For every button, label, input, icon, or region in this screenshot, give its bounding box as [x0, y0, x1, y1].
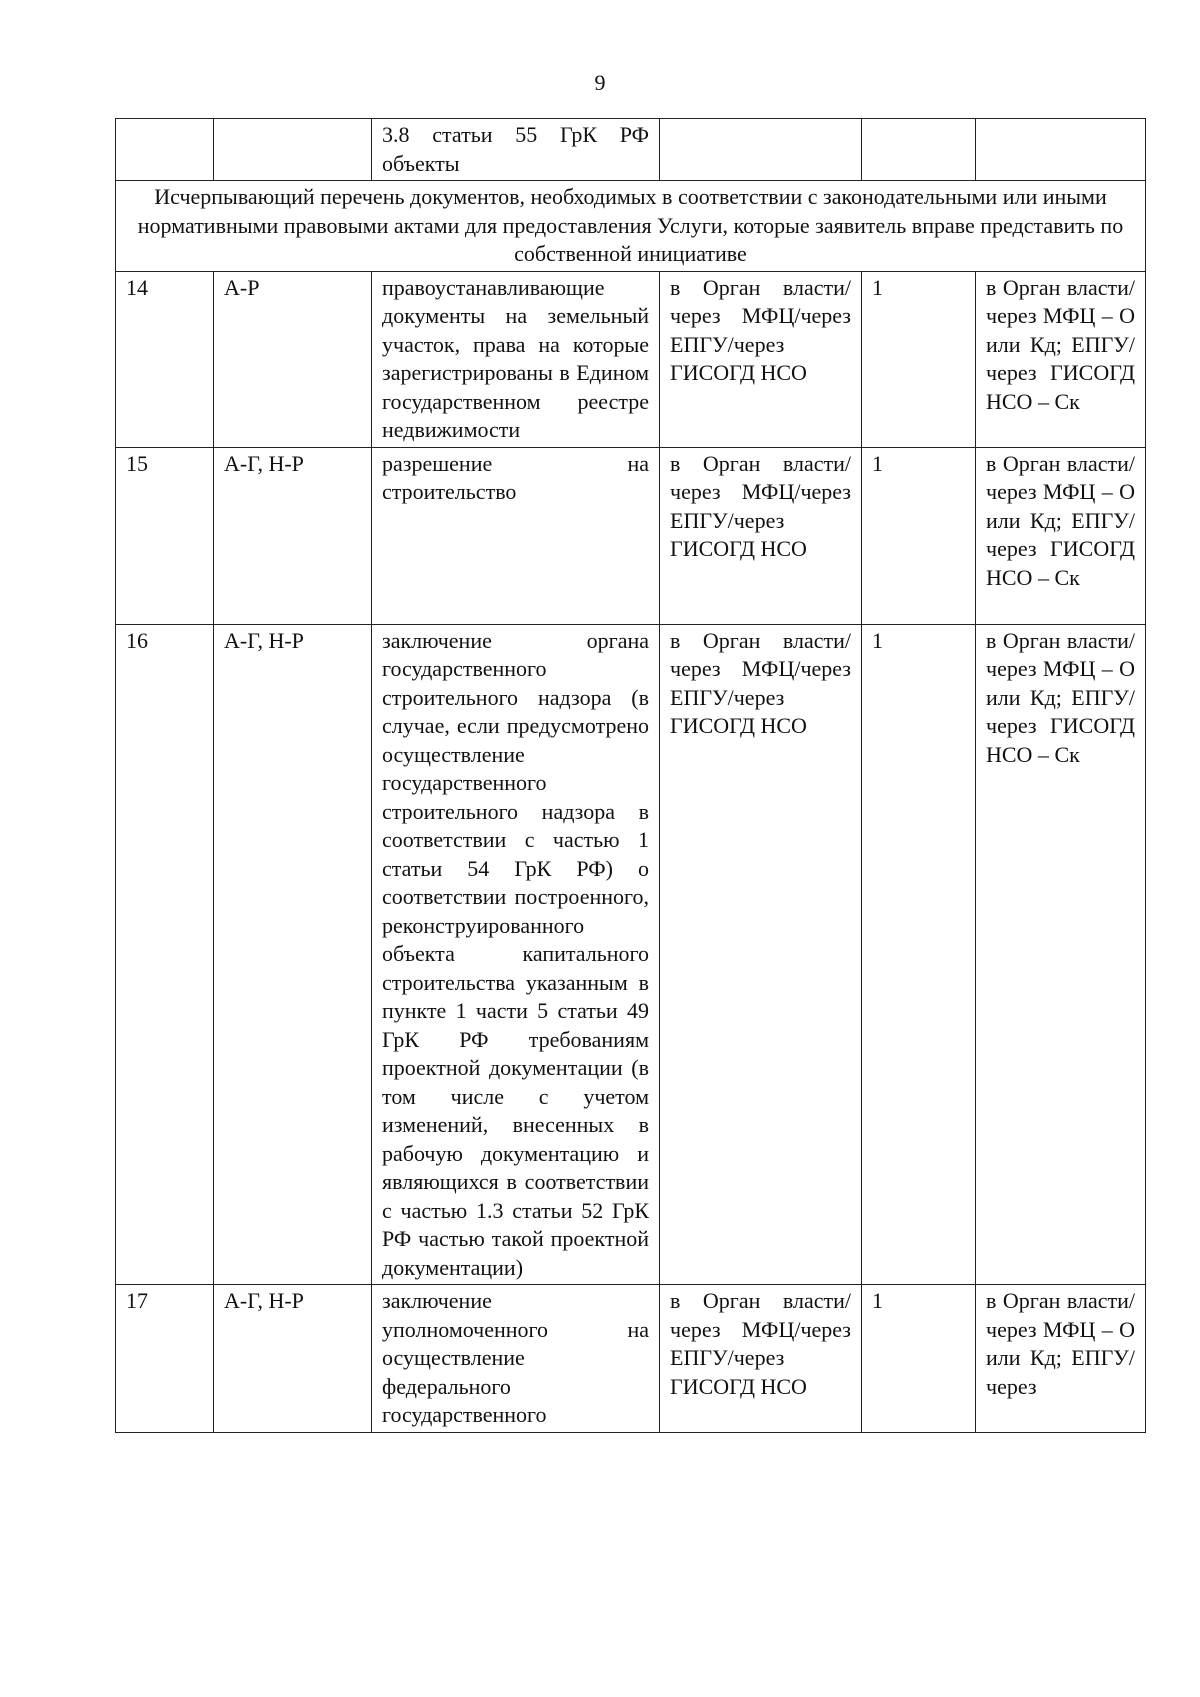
row-number-cell	[116, 119, 214, 181]
count-cell: 1	[862, 447, 976, 624]
result-cell: в Орган власти/через МФЦ – О или Кд; ЕПГУ/через ГИСОГД НСО – Ск	[976, 624, 1146, 1285]
table-row	[116, 271, 1146, 447]
document-cell: заключение органа государственного строительного надзора (в случае, если предусмотрено осуществление государственного строительного надзора в соответствии с частью 1 статьи 54 ГрК РФ) о соответствии построенного, реконструированного объекта капитального строительства указанным в пункте 1 части 5 статьи 49 ГрК РФ требованиям проектной документации (в том числе с учетом изменений, внесенных в рабочую документацию и являющихся в соответствии с частью 1.3 статьи 52 ГрК РФ частью такой проектной документации)	[372, 624, 660, 1285]
row-number-cell: 16	[116, 624, 214, 1285]
submission-method-cell: в Орган власти/через МФЦ/через ЕПГУ/через ГИСОГД НСО	[660, 624, 862, 1285]
document-cell: 3.8 статьи 55 ГрК РФ объекты	[372, 119, 660, 181]
section-header: Исчерпывающий перечень документов, необходимых в соответствии с законодательными или иными нормативными правовыми актами для предоставления Услуги, которые заявитель вправе представить по собственной инициативе	[116, 181, 1146, 272]
page-number: 9	[594, 70, 606, 95]
row-number-cell: 14	[116, 271, 214, 447]
table-row	[116, 119, 1146, 181]
submission-method-cell	[660, 119, 862, 181]
count-cell: 1	[862, 1285, 976, 1433]
result-cell	[976, 119, 1146, 181]
row-number-cell: 15	[116, 447, 214, 624]
submission-method-cell: в Орган власти/через МФЦ/через ЕПГУ/через ГИСОГД НСО	[660, 1285, 862, 1433]
applicant-code-cell: А-Р	[214, 271, 372, 447]
result-cell: в Орган власти/через МФЦ – О или Кд; ЕПГУ/через ГИСОГД НСО – Ск	[976, 271, 1146, 447]
result-cell: в Орган власти/через МФЦ – О или Кд; ЕПГУ/через	[976, 1285, 1146, 1433]
applicant-code-cell: А-Г, Н-Р	[214, 1285, 372, 1433]
documents-table	[115, 118, 1146, 1433]
row-number-cell: 17	[116, 1285, 214, 1433]
table-row	[116, 1285, 1146, 1433]
applicant-code-cell: А-Г, Н-Р	[214, 624, 372, 1285]
submission-method-cell: в Орган власти/через МФЦ/через ЕПГУ/через ГИСОГД НСО	[660, 271, 862, 447]
table-row	[116, 447, 1146, 624]
table-row	[116, 624, 1146, 1285]
applicant-code-cell	[214, 119, 372, 181]
document-cell: разрешение на строительство	[372, 447, 660, 624]
result-cell: в Орган власти/через МФЦ – О или Кд; ЕПГУ/через ГИСОГД НСО – Ск	[976, 447, 1146, 624]
count-cell: 1	[862, 271, 976, 447]
applicant-code-cell: А-Г, Н-Р	[214, 447, 372, 624]
count-cell	[862, 119, 976, 181]
section-header-row	[116, 181, 1146, 272]
submission-method-cell: в Орган власти/через МФЦ/через ЕПГУ/через ГИСОГД НСО	[660, 447, 862, 624]
document-cell: заключение уполномоченного на осуществление федерального государственного	[372, 1285, 660, 1433]
document-cell: правоустанавливающие документы на земельный участок, права на которые зарегистрированы в Едином государственном реестре недвижимости	[372, 271, 660, 447]
count-cell: 1	[862, 624, 976, 1285]
